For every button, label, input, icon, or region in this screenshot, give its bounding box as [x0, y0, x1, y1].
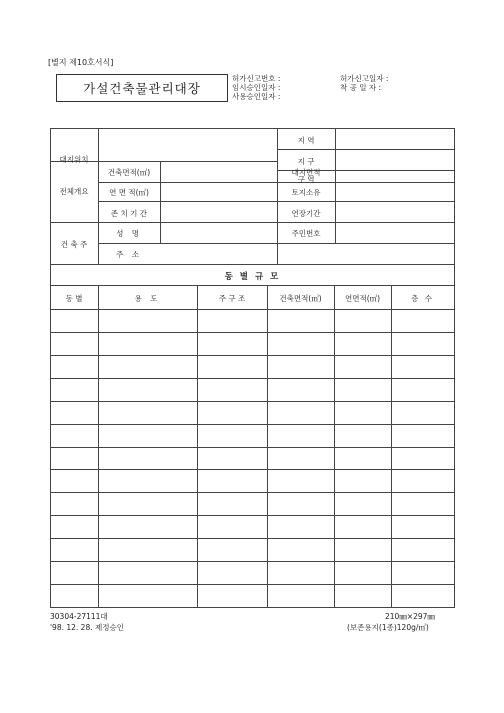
building-row-line — [50, 378, 455, 379]
building-row-line — [50, 492, 455, 493]
builder-name-label: 성 명 — [116, 229, 142, 238]
total-floor-area-label: 연 면 적(㎡) — [109, 188, 149, 197]
builder-address-label: 주 소 — [116, 250, 142, 259]
permit-date-label: 허가신고일자 : — [340, 74, 389, 83]
footer-approval: '98. 12. 28. 제정승인 — [50, 623, 124, 632]
footer-form-code: 30304-27111대 — [50, 612, 108, 621]
building-row-line — [50, 332, 455, 333]
site-location-label: 대지위치 — [59, 155, 89, 164]
footer-paper-size: 210㎜×297㎜ — [385, 612, 435, 621]
construction-start-date-label: 착 공 일 자 : — [340, 83, 382, 92]
column-header-building-area: 건축면적(㎡) — [279, 294, 322, 303]
retention-period-label: 존 치 기 간 — [110, 209, 148, 218]
building-area-label: 건축면적(㎡) — [107, 168, 151, 177]
building-row-line — [50, 355, 455, 356]
column-header-floors: 층 수 — [411, 294, 434, 303]
site-zone-label: 지 역 — [297, 136, 315, 145]
building-row-line — [50, 607, 455, 608]
building-row-line — [50, 401, 455, 402]
footer-paper-type: (보존용지(1종)120g/㎡) — [347, 623, 429, 632]
column-header-use: 용 도 — [134, 294, 161, 303]
site-area-label: 구 역 — [297, 175, 315, 184]
permit-number-label: 허가신고번호 : — [232, 74, 281, 83]
table-border-left — [50, 128, 51, 607]
column-header-building: 동 별 — [65, 294, 83, 303]
land-ownership-label: 토지소유 — [291, 188, 321, 197]
building-section-title: 동 별 규 모 — [224, 272, 281, 282]
table-border-right — [454, 128, 455, 607]
building-row-line — [50, 469, 455, 470]
site-area-measure-label: 대지면적 — [291, 168, 321, 177]
building-row-line — [50, 447, 455, 448]
building-row-line — [50, 424, 455, 425]
building-row-line — [50, 561, 455, 562]
document-title: 가설건축물관리대장 — [56, 74, 228, 102]
temporary-approval-date-label: 임시승인일자 : — [232, 83, 281, 92]
builder-id-label: 주민번호 — [291, 229, 321, 238]
building-row-line — [50, 515, 455, 516]
site-district-label: 지 구 — [297, 157, 315, 166]
overview-label: 전체개요 — [59, 187, 89, 196]
building-row-line — [50, 538, 455, 539]
use-approval-date-label: 사용승인일자 : — [232, 92, 281, 101]
column-header-floor-area: 연면적(㎡) — [344, 294, 381, 303]
column-header-structure: 주 구 조 — [218, 294, 246, 303]
building-row-line — [50, 584, 455, 585]
extension-period-label: 연장기간 — [291, 209, 321, 218]
builder-label: 건 축 주 — [60, 240, 88, 249]
form-number: [별지 제10호서식] — [48, 58, 114, 67]
